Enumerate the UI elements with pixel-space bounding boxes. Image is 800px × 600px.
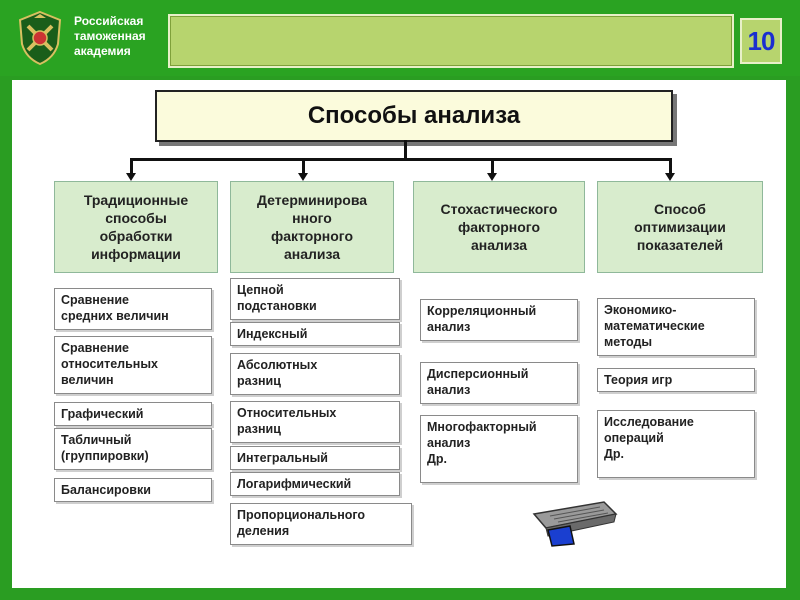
method-item: Экономико- математические методы [597,298,755,356]
category-stochastic: Стохастического факторного анализа [413,181,585,273]
organization-name: Российская таможенная академия [74,14,146,58]
connector-arrow-4 [665,173,675,181]
method-item: Исследование операций Др. [597,410,755,478]
method-item: Индексный [230,322,400,346]
method-item: Балансировки [54,478,212,502]
method-item: Корреляционный анализ [420,299,578,341]
root-node: Способы анализа [155,90,673,142]
category-traditional: Традиционные способы обработки информации [54,181,218,273]
header [0,0,800,76]
method-item: Сравнение относительных величин [54,336,212,394]
method-item: Дисперсионный анализ [420,362,578,404]
connector-drop-4 [669,158,672,174]
connector-trunk [404,140,407,160]
connector-arrow-2 [298,173,308,181]
method-item: Табличный (группировки) [54,428,212,470]
method-item: Абсолютных разниц [230,353,400,395]
method-item: Графический [54,402,212,426]
category-deterministic: Детерминирова нного факторного анализа [230,181,394,273]
connector-drop-2 [302,158,305,174]
connector-bus [130,158,672,161]
method-item: Многофакторный анализ Др. [420,415,578,483]
method-item: Относительных разниц [230,401,400,443]
connector-drop-1 [130,158,133,174]
connector-arrow-3 [487,173,497,181]
method-item: Сравнение средних величин [54,288,212,330]
connector-drop-3 [491,158,494,174]
laptop-icon [530,500,620,548]
academy-emblem-icon [14,10,66,66]
connector-arrow-1 [126,173,136,181]
method-item: Цепной подстановки [230,278,400,320]
method-item: Теория игр [597,368,755,392]
category-optimization: Способ оптимизации показателей [597,181,763,273]
method-item: Пропорционального деления [230,503,412,545]
method-item: Интегральный [230,446,400,470]
slide-number: 10 [740,18,782,64]
title-bar [168,14,734,68]
method-item: Логарифмический [230,472,400,496]
